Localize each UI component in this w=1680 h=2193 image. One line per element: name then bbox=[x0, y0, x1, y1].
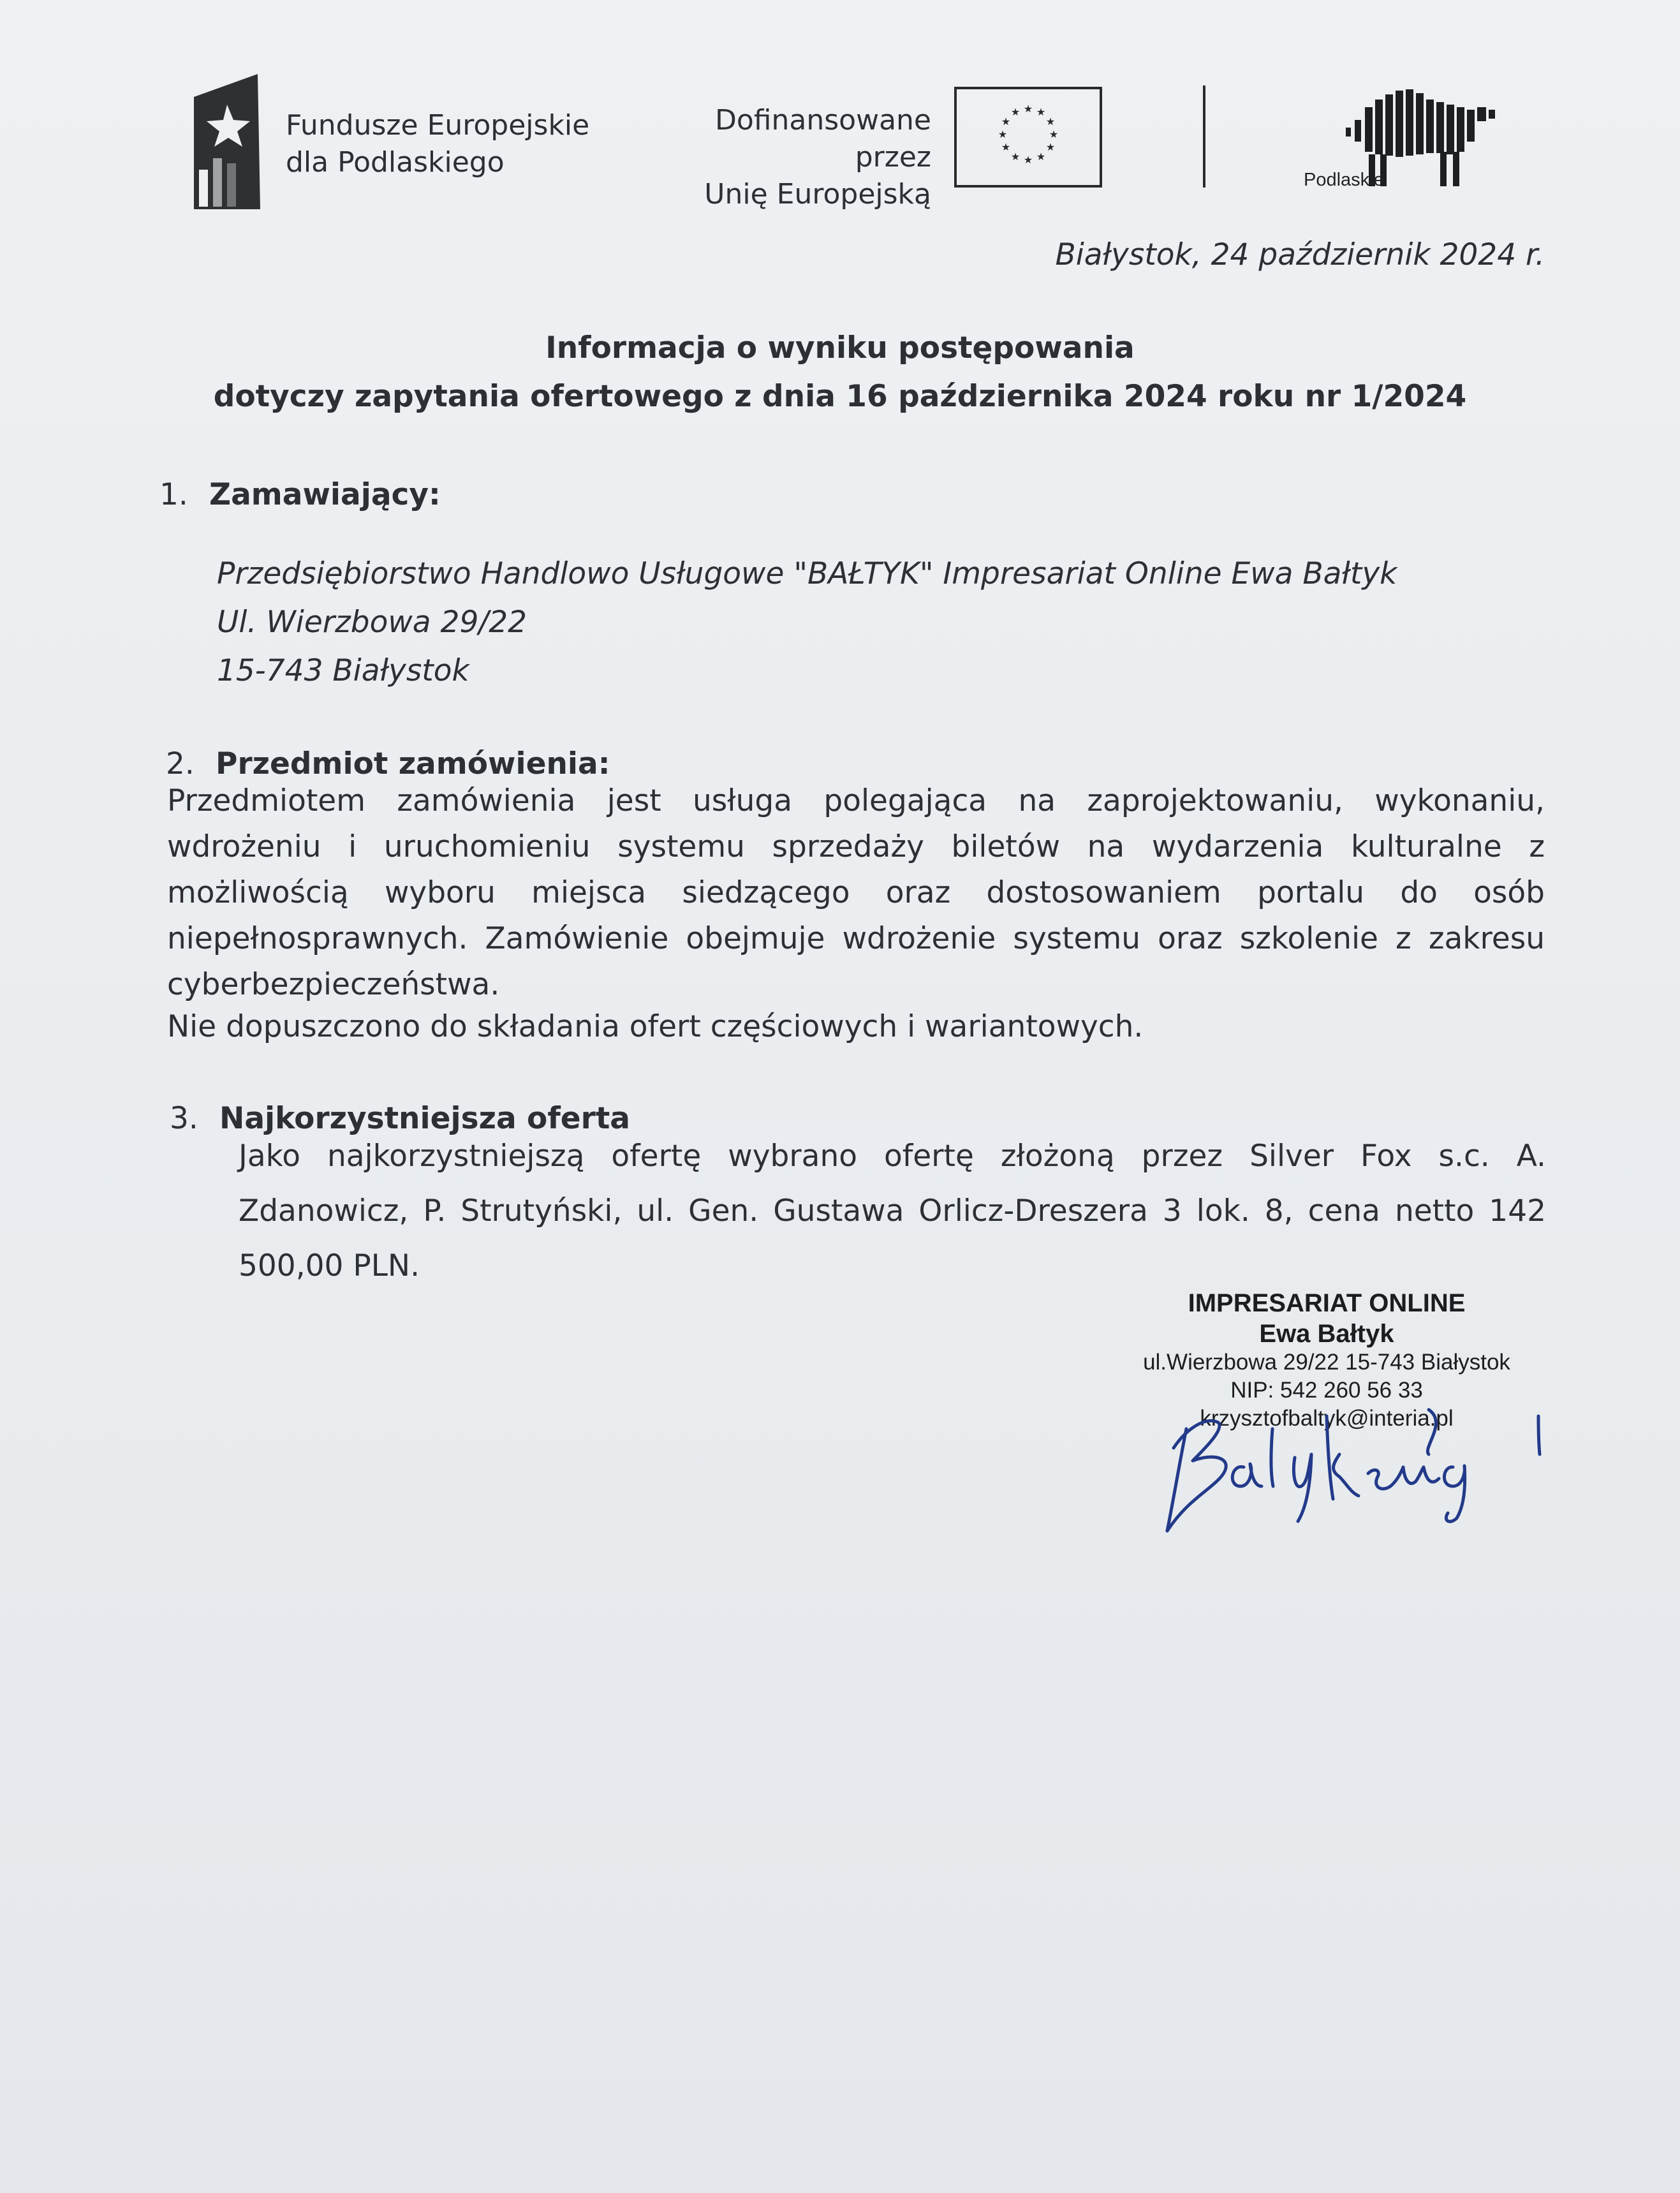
stamp-address: ul.Wierzbowa 29/22 15-743 Białystok bbox=[1143, 1350, 1510, 1375]
document-subtitle: dotyczy zapytania ofertowego z dnia 16 października 2024 roku nr 1/2024 bbox=[213, 379, 1467, 414]
buyer-city: 15-743 Białystok bbox=[217, 653, 469, 688]
svg-text:★: ★ bbox=[1049, 128, 1059, 140]
svg-text:★: ★ bbox=[1001, 115, 1011, 128]
svg-text:★: ★ bbox=[998, 128, 1008, 140]
cofinanced-line2: Unię Europejską bbox=[704, 178, 931, 210]
section-2-number: 2. bbox=[166, 746, 195, 781]
stamp-email: krzysztofbaltyk@interia.pl bbox=[1200, 1406, 1454, 1431]
logo-separator bbox=[1203, 85, 1205, 188]
fundusze-europejskie-logo-icon bbox=[194, 74, 264, 209]
svg-text:★: ★ bbox=[1045, 115, 1056, 128]
document-date: Białystok, 24 październik 2024 r. bbox=[1055, 237, 1545, 272]
cofinanced-line1: Dofinansowane przez bbox=[714, 104, 931, 174]
stamp-company: IMPRESARIAT ONLINE bbox=[1188, 1289, 1466, 1317]
buyer-street: Ul. Wierzbowa 29/22 bbox=[217, 605, 527, 640]
order-subject-paragraph: Przedmiotem zamówienia jest usługa polegająca na zaprojektowaniu, wykonaniu, wdrożeniu i uruchomieniu systemu sprzedaży biletów na wydarzenia kulturalne z możliwością wyboru miejsca siedzącego oraz dostosowaniem portalu do osób niepełnosprawnych. Zamówienie obejmuje wdrożenie systemu oraz szkolenie z zakresu cyberbezpieczeństwa. bbox=[167, 783, 1545, 1002]
section-2-heading bbox=[166, 746, 610, 781]
eu-flag-icon bbox=[954, 87, 1102, 188]
svg-text:★: ★ bbox=[1010, 151, 1021, 163]
svg-text:★: ★ bbox=[1036, 106, 1046, 118]
svg-text:★: ★ bbox=[1001, 141, 1011, 153]
buyer-name: Przedsiębiorstwo Handlowo Usługowe "BAŁTYK" Impresariat Online Ewa Bałtyk bbox=[217, 556, 1397, 591]
stamp-owner: Ewa Bałtyk bbox=[1259, 1320, 1394, 1348]
stamp-nip: NIP: 542 260 56 33 bbox=[1230, 1378, 1423, 1403]
svg-text:★: ★ bbox=[1010, 106, 1021, 118]
fe-logo-text bbox=[286, 107, 589, 181]
handwritten-signature bbox=[1148, 1391, 1556, 1544]
document-title: Informacja o wyniku postępowania bbox=[545, 330, 1135, 366]
svg-text:★: ★ bbox=[1023, 154, 1033, 166]
svg-text:★: ★ bbox=[1036, 151, 1046, 163]
section-1-title: Zamawiający: bbox=[209, 477, 441, 512]
best-offer-paragraph: Jako najkorzystniejszą ofertę wybrano ofertę złożoną przez Silver Fox s.c. A. Zdanowicz, P. Strutyński, ul. Gen. Gustawa Orlicz-Dreszera 3 lok. 8, cena netto 142 500,00 PLN. bbox=[239, 1139, 1546, 1283]
partial-offers-note: Nie dopuszczono do składania ofert częściowych i wariantowych. bbox=[167, 1009, 1144, 1044]
section-1-number: 1. bbox=[159, 477, 188, 512]
cofinanced-text bbox=[638, 102, 931, 213]
section-1-heading bbox=[159, 477, 441, 512]
fe-logo-line2: dla Podlaskiego bbox=[286, 146, 505, 179]
podlaskie-label: Podlaskie bbox=[1304, 170, 1384, 190]
section-2-title: Przedmiot zamówienia: bbox=[216, 746, 610, 781]
svg-text:★: ★ bbox=[1045, 141, 1056, 153]
svg-text:★: ★ bbox=[1023, 103, 1033, 115]
section-3-number: 3. bbox=[170, 1101, 198, 1136]
fe-logo-line1: Fundusze Europejskie bbox=[286, 109, 590, 142]
section-3-title: Najkorzystniejsza oferta bbox=[219, 1101, 631, 1136]
